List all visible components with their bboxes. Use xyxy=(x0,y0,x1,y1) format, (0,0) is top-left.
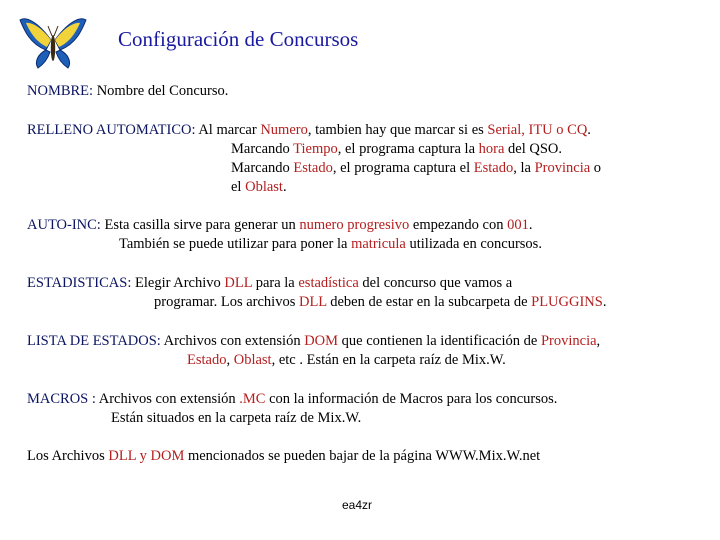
estadisticas-highlight: PLUGGINS xyxy=(531,294,603,310)
estadisticas-highlight: estadística xyxy=(298,275,359,291)
lista-highlight: Estado xyxy=(187,352,227,368)
relleno-highlight: Oblast xyxy=(245,179,283,195)
lista-estados-section xyxy=(27,332,600,370)
lista-highlight: Oblast xyxy=(233,352,272,368)
macros-highlight: .MC xyxy=(239,391,266,407)
macros-section xyxy=(27,390,557,428)
footer-section xyxy=(27,447,540,466)
autoinc-highlight: numero progresivo xyxy=(299,217,410,233)
lista-text: , xyxy=(226,352,234,368)
relleno-text: , tambien hay que marcar si es xyxy=(307,122,488,138)
lista-text: que contienen la identificación de xyxy=(338,333,541,349)
macros-text: Están situados en la carpeta raíz de Mix.W. xyxy=(111,410,362,426)
relleno-highlight: Tiempo xyxy=(293,141,338,157)
footer-text: Los Archivos xyxy=(27,448,109,464)
autoinc-text: empezando con xyxy=(409,217,508,233)
autoinc-highlight: 001 xyxy=(507,217,529,233)
estadisticas-text: deben de estar en la subcarpeta de xyxy=(326,294,532,310)
autoinc-label: AUTO-INC: xyxy=(27,217,101,233)
lista-text: Archivos con extensión xyxy=(160,333,305,349)
estadisticas-highlight: DLL xyxy=(298,294,327,310)
relleno-section xyxy=(27,121,601,197)
estadisticas-text: del concurso que vamos a xyxy=(358,275,513,291)
lista-text: , etc . Están en la carpeta raíz de Mix.W. xyxy=(271,352,506,368)
macros-text: con la información de Macros para los concursos. xyxy=(265,391,558,407)
estadisticas-text: Elegir Archivo xyxy=(131,275,225,291)
lista-text: , xyxy=(596,333,601,349)
lista-estados-label: LISTA DE ESTADOS: xyxy=(27,333,161,349)
relleno-text: , el programa captura el xyxy=(332,160,474,176)
relleno-text: Marcando xyxy=(231,141,294,157)
relleno-text: o xyxy=(590,160,602,176)
macros-text: Archivos con extensión xyxy=(95,391,240,407)
relleno-highlight: Serial, ITU o CQ xyxy=(487,122,588,138)
relleno-text: . xyxy=(587,122,591,138)
relleno-label: RELLENO AUTOMATICO: xyxy=(27,122,196,138)
relleno-text: , el programa captura la xyxy=(337,141,479,157)
relleno-highlight: Provincia xyxy=(534,160,591,176)
relleno-highlight: Numero xyxy=(260,122,308,138)
relleno-highlight: hora xyxy=(478,141,505,157)
autoinc-text: Esta casilla sirve para generar un xyxy=(100,217,300,233)
relleno-highlight: Estado xyxy=(293,160,333,176)
autoinc-section xyxy=(27,216,542,254)
autoinc-highlight: matricula xyxy=(351,236,406,252)
autoinc-text: . xyxy=(528,217,533,233)
relleno-text: el xyxy=(231,179,246,195)
relleno-highlight: Estado xyxy=(473,160,514,176)
page-title: Configuración de Concursos xyxy=(118,27,359,51)
estadisticas-text: programar. Los archivos xyxy=(154,294,299,310)
footer-highlight: DLL y DOM xyxy=(108,448,185,464)
relleno-text: Marcando xyxy=(231,160,294,176)
estadisticas-section xyxy=(27,274,606,312)
autoinc-text: También se puede utilizar para poner la xyxy=(119,236,352,252)
nombre-text: Nombre del Concurso. xyxy=(93,83,229,99)
butterfly-logo-icon xyxy=(18,14,88,70)
lista-highlight: Provincia xyxy=(540,333,597,349)
lista-highlight: DOM xyxy=(304,333,339,349)
estadisticas-label: ESTADISTICAS: xyxy=(27,275,132,291)
footer-text: mencionados se pueden bajar de la página WWW.Mix.W.net xyxy=(184,448,541,464)
relleno-text: , la xyxy=(513,160,535,176)
estadisticas-text: para la xyxy=(252,275,299,291)
autoinc-text: utilizada en concursos. xyxy=(405,236,542,252)
macros-label: MACROS : xyxy=(27,391,96,407)
relleno-text: del QSO. xyxy=(504,141,563,157)
estadisticas-highlight: DLL xyxy=(224,275,253,291)
nombre-label: NOMBRE: xyxy=(27,83,94,99)
estadisticas-text: . xyxy=(602,294,607,310)
relleno-text: Al marcar xyxy=(195,122,261,138)
relleno-text: . xyxy=(282,179,287,195)
nombre-section xyxy=(27,82,228,101)
signature: ea4zr xyxy=(342,498,373,512)
